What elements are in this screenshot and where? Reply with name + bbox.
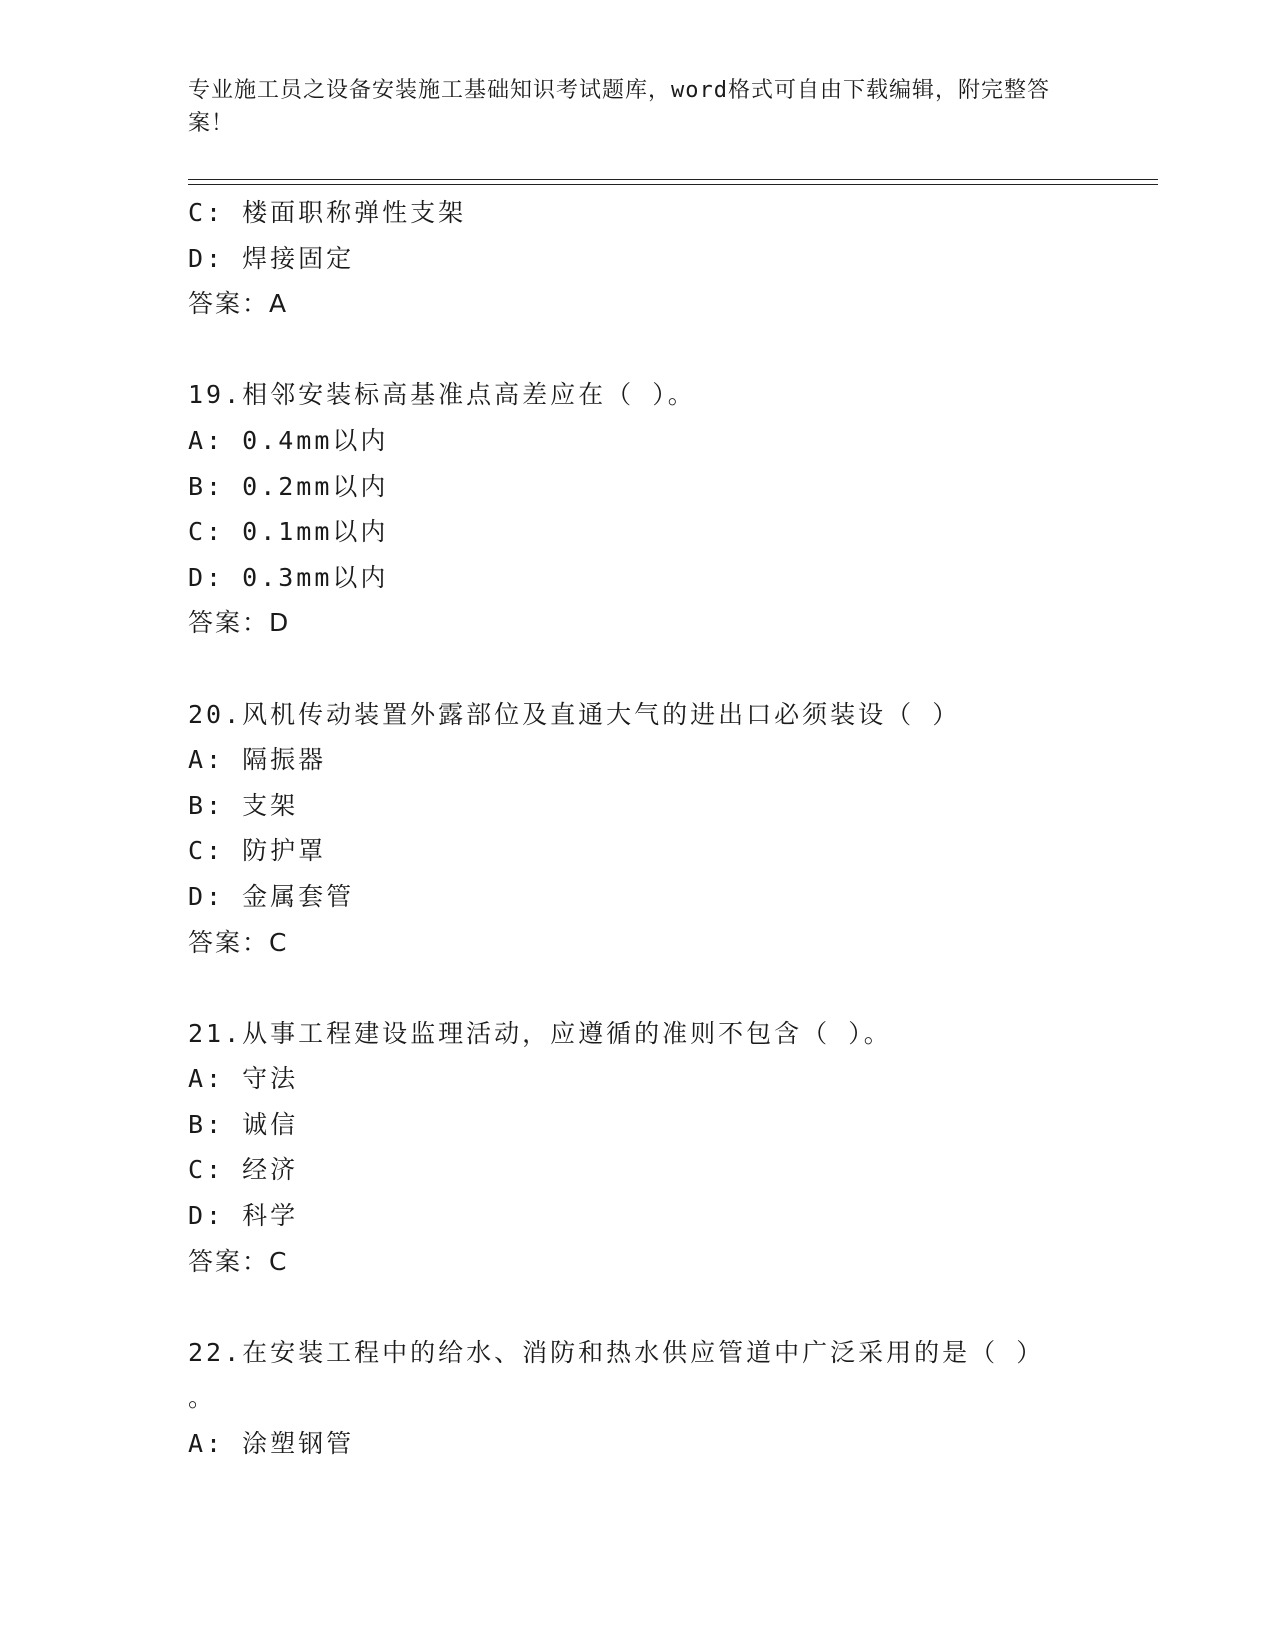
spacer: [188, 646, 1148, 692]
option-a: A: 隔振器: [188, 745, 327, 775]
answer: 答案：C: [188, 1246, 289, 1276]
question-list: [188, 190, 1148, 1467]
option-c: C: 0.1mm以内: [188, 517, 389, 547]
question-22-continuation: 。: [188, 1383, 217, 1413]
option-c: C: 楼面职称弹性支架: [188, 198, 467, 227]
header-rule-top: [188, 179, 1158, 180]
answer: 答案：D: [188, 608, 291, 638]
spacer: [188, 965, 1148, 1011]
answer: 答案：A: [188, 289, 289, 319]
spacer: [188, 1284, 1148, 1330]
option-a: A: 0.4mm以内: [188, 425, 389, 455]
question-21: 21.从事工程建设监理活动，应遵循的准则不包含（ ）。: [188, 1018, 892, 1048]
option-b: B: 支架: [188, 790, 299, 820]
option-a: A: 守法: [188, 1064, 299, 1094]
option-d: D: 金属套管: [188, 881, 355, 911]
answer: 答案：C: [188, 927, 289, 957]
spacer: [188, 327, 1148, 373]
option-d: D: 科学: [188, 1201, 299, 1231]
header-rule-bottom: [188, 184, 1158, 185]
option-c: C: 防护罩: [188, 836, 327, 866]
option-c: C: 经济: [188, 1155, 299, 1185]
option-d: D: 焊接固定: [188, 243, 355, 273]
option-d: D: 0.3mm以内: [188, 562, 389, 592]
option-a: A: 涂塑钢管: [188, 1429, 355, 1459]
document-header: 专业施工员之设备安装施工基础知识考试题库，word格式可自由下载编辑，附完整答案！: [188, 78, 1050, 136]
question-20: 20.风机传动装置外露部位及直通大气的进出口必须装设（ ）: [188, 699, 961, 729]
question-19: 19.相邻安装标高基准点高差应在（ ）。: [188, 380, 696, 410]
option-b: B: 诚信: [188, 1109, 299, 1139]
option-b: B: 0.2mm以内: [188, 471, 389, 501]
question-22: 22.在安装工程中的给水、消防和热水供应管道中广泛采用的是（ ）: [188, 1337, 1045, 1367]
